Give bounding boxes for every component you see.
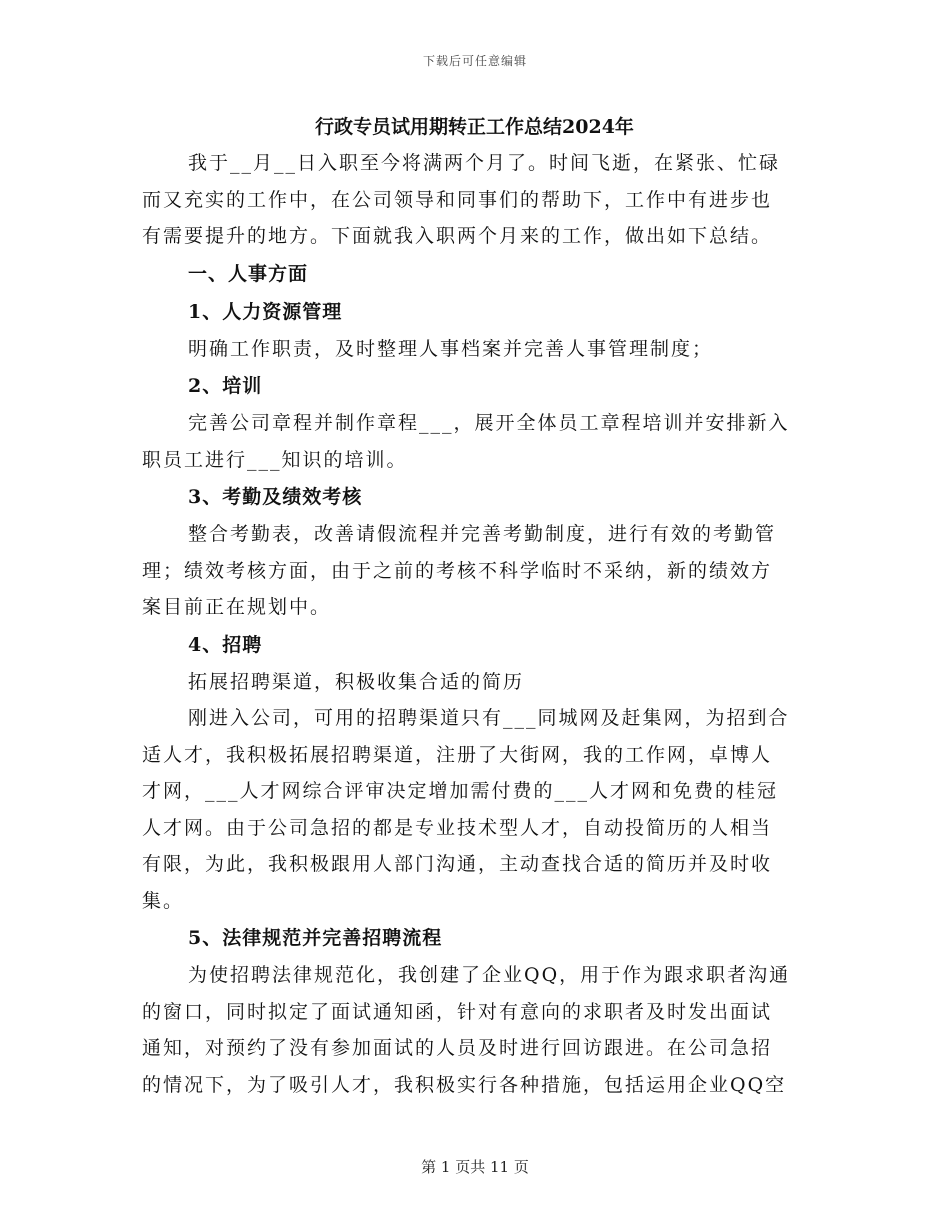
paragraph-line: 职员工进行___知识的培训。	[142, 448, 408, 471]
paragraph-line: 的窗口，同时拟定了面试通知函，针对有意向的求职者及时发出面试	[142, 1000, 773, 1023]
subheading-legal-process: 5、法律规范并完善招聘流程	[188, 927, 443, 949]
hr-management-paragraph	[142, 331, 807, 368]
paragraph-line: 案目前正在规划中。	[142, 596, 332, 618]
paragraph-line: 整合考勤表，改善请假流程并完善考勤制度，进行有效的考勤管	[188, 523, 777, 545]
paragraph-line: 才网，___人才网综合评审决定增加需付费的___人才网和免费的桂冠	[142, 780, 779, 802]
intro-line: 而又充实的工作中，在公司领导和同事们的帮助下，工作中有进步也	[142, 188, 773, 211]
page-number: 第 1 页共 11 页	[421, 1158, 529, 1176]
intro-paragraph	[142, 145, 807, 255]
document-title: 行政专员试用期转正工作总结2024年	[315, 116, 634, 138]
intro-line: 我于__月__日入职至今将满两个月了。时间飞逝，在紧张、忙碌	[188, 152, 781, 174]
subheading-recruitment: 4、招聘	[188, 633, 263, 656]
intro-line: 有需要提升的地方。下面就我入职两个月来的工作，做出如下总结。	[142, 225, 773, 247]
paragraph-line: 人才网。由于公司急招的都是专业技术型人才，自动投简历的人相当	[142, 816, 773, 839]
subheading-training: 2、培训	[188, 375, 263, 397]
paragraph-line: 集。	[142, 889, 185, 912]
section-heading-personnel: 一、人事方面	[188, 262, 309, 285]
paragraph-line: 明确工作职责，及时整理人事档案并完善人事管理制度；	[188, 337, 714, 360]
document-body	[142, 112, 807, 1103]
training-paragraph	[142, 405, 807, 478]
download-note: 下载后可任意编辑	[422, 54, 527, 68]
legal-process-paragraph	[142, 957, 807, 1103]
paragraph-line: 为使招聘法律规范化，我创建了企业QQ，用于作为跟求职者沟通	[188, 964, 791, 986]
recruitment-lead	[142, 664, 807, 701]
paragraph-line: 理；绩效考核方面，由于之前的考核不科学临时不采纳，新的绩效方	[142, 559, 773, 582]
paragraph-line: 通知，对预约了没有参加面试的人员及时进行回访跟进。在公司急招	[142, 1037, 773, 1059]
subheading-attendance: 3、考勤及绩效考核	[188, 486, 363, 508]
paragraph-line: 的情况下，为了吸引人才，我积极实行各种措施，包括运用企业QQ空	[142, 1073, 787, 1096]
paragraph-line: 适人才，我积极拓展招聘渠道，注册了大街网，我的工作网，卓博人	[142, 743, 773, 766]
attendance-paragraph	[142, 516, 807, 626]
paragraph-line: 拓展招聘渠道，积极收集合适的简历	[188, 670, 525, 693]
recruitment-paragraph	[142, 700, 807, 919]
paragraph-line: 完善公司章程并制作章程___，展开全体员工章程培训并安排新入	[188, 412, 790, 434]
paragraph-line: 有限，为此，我积极跟用人部门沟通，主动查找合适的简历并及时收	[142, 853, 773, 875]
subheading-hr-management: 1、人力资源管理	[188, 300, 343, 323]
paragraph-line: 刚进入公司，可用的招聘渠道只有___同城网及赶集网，为招到合	[188, 707, 790, 729]
